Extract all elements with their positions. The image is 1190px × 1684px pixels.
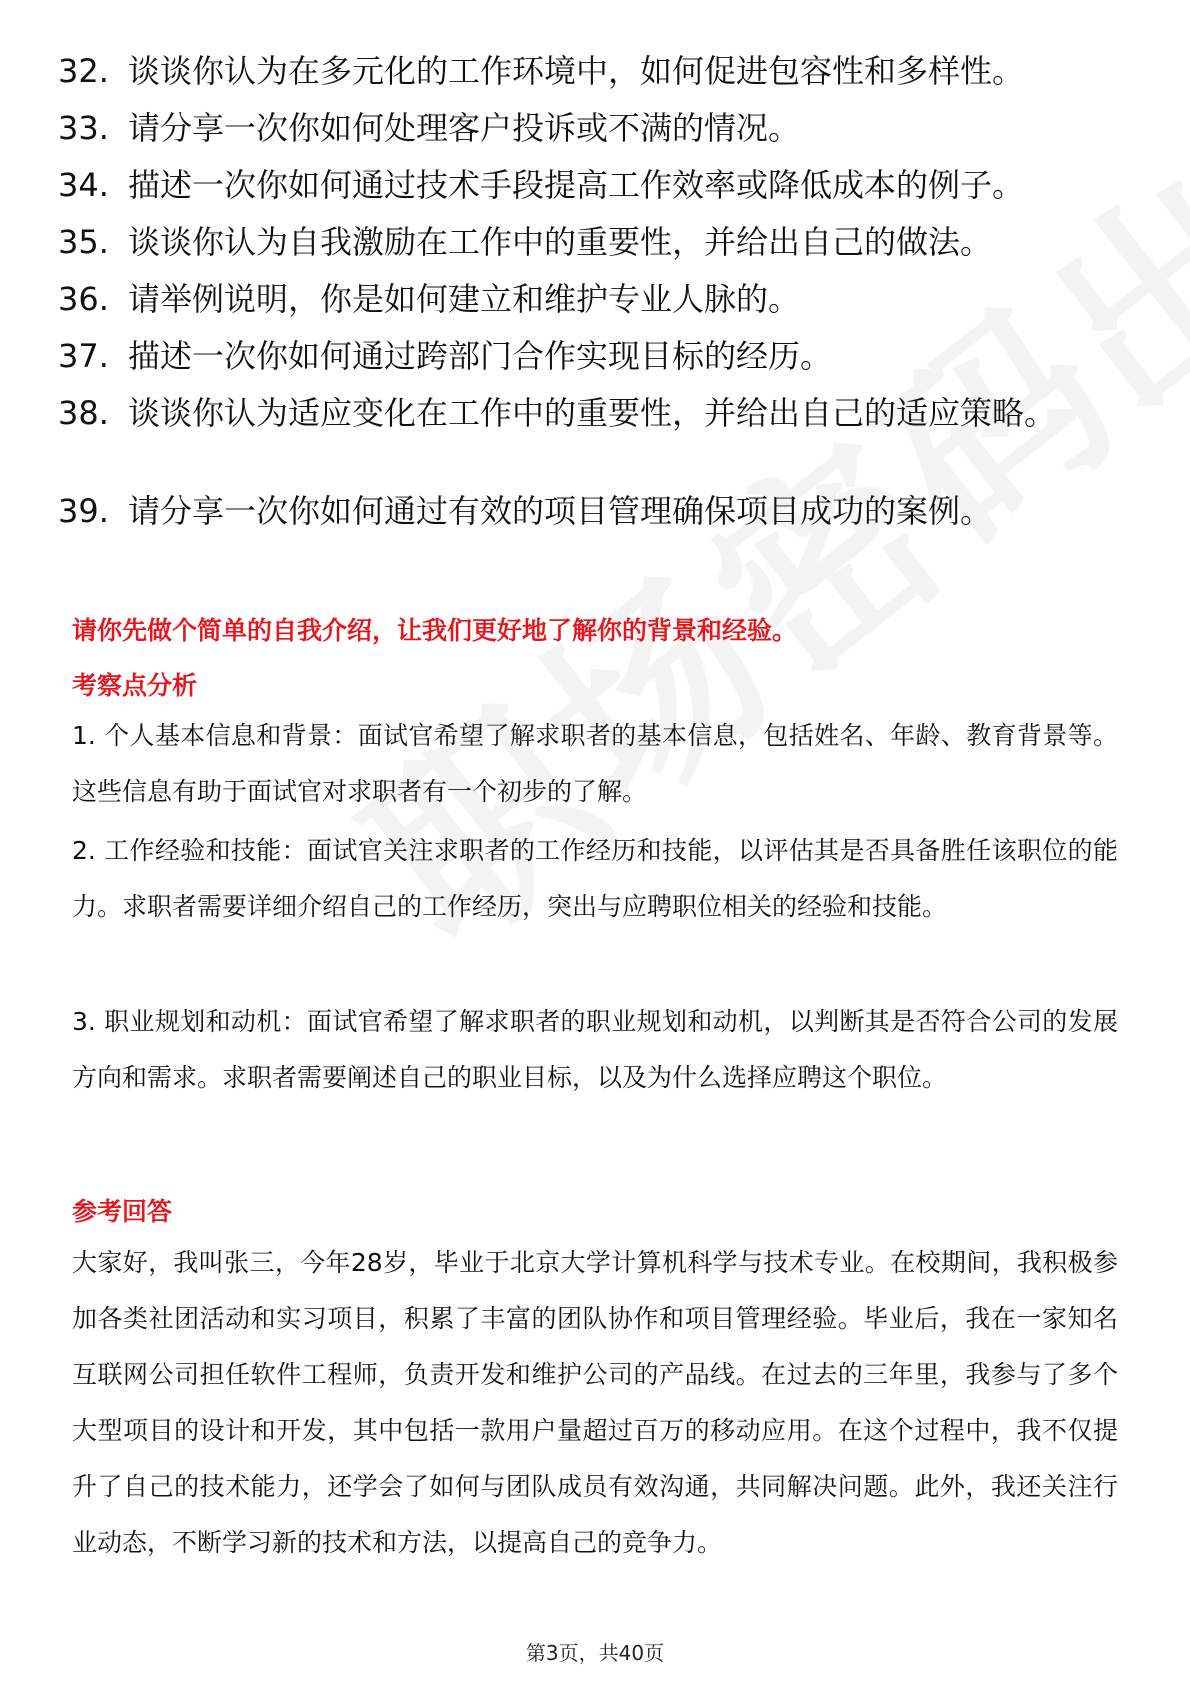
answer-heading: 参考回答 bbox=[72, 1197, 173, 1226]
question-number: 33. bbox=[58, 109, 109, 147]
question-item bbox=[58, 335, 1118, 377]
question-number: 36. bbox=[58, 280, 109, 318]
question-number: 37. bbox=[58, 337, 109, 375]
analysis-point: 1. 个人基本信息和背景：面试官希望了解求职者的基本信息，包括姓名、年龄、教育背景等。这些信息有助于面试官对求职者有一个初步的了解。 bbox=[72, 721, 1118, 806]
question-item bbox=[58, 107, 1118, 149]
interview-question: 请你先做个简单的自我介绍，让我们更好地了解你的背景和经验。 bbox=[72, 616, 798, 645]
question-text: 谈谈你认为在多元化的工作环境中，如何促进包容性和多样性。 bbox=[128, 52, 1025, 90]
question-number: 34. bbox=[58, 166, 109, 204]
question-text: 请举例说明，你是如何建立和维护专业人脉的。 bbox=[128, 280, 801, 318]
question-text: 请分享一次你如何通过有效的项目管理确保项目成功的案例。 bbox=[128, 492, 993, 530]
question-item bbox=[58, 221, 1118, 263]
question-number: 32. bbox=[58, 52, 109, 90]
question-number: 38. bbox=[58, 394, 109, 432]
question-item bbox=[58, 490, 1118, 532]
question-text: 描述一次你如何通过跨部门合作实现目标的经历。 bbox=[128, 337, 833, 375]
question-text: 请分享一次你如何处理客户投诉或不满的情况。 bbox=[128, 109, 801, 147]
question-number: 39. bbox=[58, 492, 109, 530]
question-item bbox=[58, 278, 1118, 320]
analysis-point: 3. 职业规划和动机：面试官希望了解求职者的职业规划和动机，以判断其是否符合公司的发展方向和需求。求职者需要阐述自己的职业目标，以及为什么选择应聘这个职位。 bbox=[72, 1007, 1118, 1092]
question-item bbox=[58, 50, 1118, 92]
question-number: 35. bbox=[58, 223, 109, 261]
question-text: 描述一次你如何通过技术手段提高工作效率或降低成本的例子。 bbox=[128, 166, 1025, 204]
question-item bbox=[58, 392, 1118, 434]
page-number: 第3页，共40页 bbox=[525, 1641, 665, 1665]
question-item bbox=[58, 164, 1118, 206]
question-text: 谈谈你认为适应变化在工作中的重要性，并给出自己的适应策略。 bbox=[128, 394, 1057, 432]
question-text: 谈谈你认为自我激励在工作中的重要性，并给出自己的做法。 bbox=[128, 223, 993, 261]
answer-text: 大家好，我叫张三，今年28岁，毕业于北京大学计算机科学与技术专业。在校期间，我积极参加各类社团活动和实习项目，积累了丰富的团队协作和项目管理经验。毕业后，我在一家知名互联网公司担任软件工程师，负责开发和维护公司的产品线。在过去的三年里，我参与了多个大型项目的设计和开发，其中包括一款用户量超过百万的移动应用。在这个过程中，我不仅提升了自己的技术能力，还学会了如何与团队成员有效沟通，共同解决问题。此外，我还关注行业动态，不断学习新的技术和方法，以提高自己的竞争力。 bbox=[72, 1248, 1118, 1557]
analysis-heading: 考察点分析 bbox=[72, 671, 198, 700]
analysis-point: 2. 工作经验和技能：面试官关注求职者的工作经历和技能，以评估其是否具备胜任该职位的能力。求职者需要详细介绍自己的工作经历，突出与应聘职位相关的经验和技能。 bbox=[72, 836, 1118, 921]
